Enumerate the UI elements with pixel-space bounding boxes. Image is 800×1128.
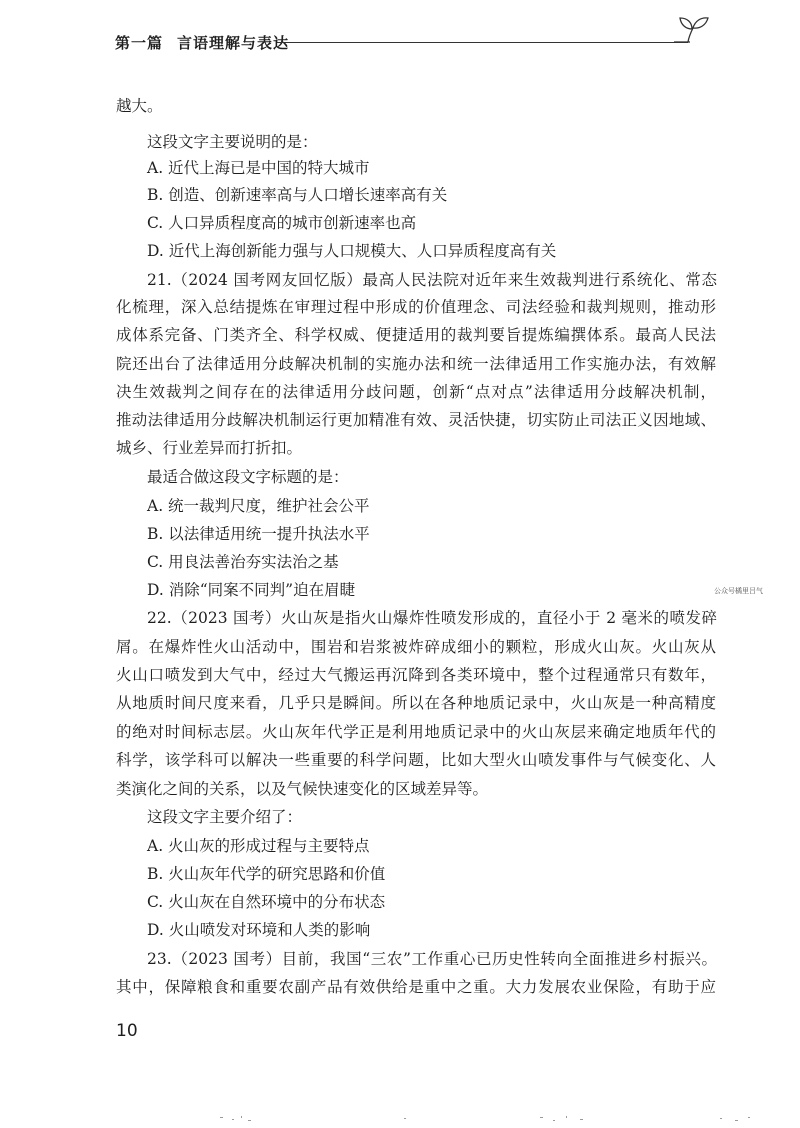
question-21-line: 院还出台了法律适用分歧解决机制的实施办法和统一法律适用工作实施办法，有效解: [116, 355, 716, 373]
question-22-line: 火山口喷发到大气中，经过大气搬运再沉降到各类环境中，整个过程通常只有数年，: [116, 666, 716, 684]
answer-option: A. 近代上海已是中国的特大城市: [147, 159, 370, 177]
page-number: 10: [116, 1021, 138, 1041]
question-22-line: 科学，该学科可以解决一些重要的科学问题，比如大型火山喷发事件与气候变化、人: [116, 751, 716, 769]
question-21-line: 化梳理，深入总结提炼在审理过程中形成的价值理念、司法经验和裁判规则，推动形: [116, 298, 716, 316]
scan-specks: [0, 1095, 800, 1128]
watermark: 公众号橘里吕气: [714, 587, 763, 595]
header-section-title: 言语理解与表达: [177, 34, 290, 52]
answer-option: C. 火山灰在自然环境中的分布状态: [147, 893, 386, 911]
question-21-line: 21.（2024 国考网友回忆版）最高人民法院对近年来生效裁判进行系统化、常态: [147, 271, 717, 289]
answer-option: D. 近代上海创新能力强与人口规模大、人口异质程度高有关: [147, 242, 557, 260]
question-stem: 最适合做这段文字标题的是：: [147, 468, 349, 486]
answer-option: C. 用良法善治夯实法治之基: [147, 553, 339, 571]
answer-option: D. 火山喷发对环境和人类的影响: [147, 921, 371, 939]
question-21-line: 决生效裁判之间存在的法律适用分歧问题，创新“点对点”法律适用分歧解决机制，: [116, 383, 716, 401]
question-22-line: 类演化之间的关系，以及气候快速变化的区域差异等。: [116, 780, 489, 798]
question-23-line: 其中，保障粮食和重要农副产品有效供给是重中之重。大力发展农业保险，有助于应: [116, 978, 716, 996]
answer-option: C. 人口异质程度高的城市创新速率也高: [147, 214, 417, 232]
answer-option: B. 创造、创新速率高与人口增长速率高有关: [147, 186, 448, 204]
text-line: 越大。: [116, 97, 163, 115]
answer-option: A. 火山灰的形成过程与主要特点: [147, 837, 370, 855]
question-23-line: 23.（2023 国考）目前，我国“三农”工作重心已历史性转向全面推进乡村振兴。: [147, 950, 717, 968]
question-stem: 这段文字主要说明的是：: [147, 133, 318, 151]
question-22-line: 从地质时间尺度来看，几乎只是瞬间。所以在各种地质记录中，火山灰是一种高精度: [116, 694, 716, 712]
question-22-line: 22.（2023 国考）火山灰是指火山爆炸性喷发形成的，直径小于 2 毫米的喷发碎: [147, 609, 717, 627]
answer-option: B. 以法律适用统一提升执法水平: [147, 525, 370, 543]
answer-option: B. 火山灰年代学的研究思路和价值: [147, 865, 386, 883]
header-part: 第一篇: [115, 34, 164, 52]
question-22-line: 屑。在爆炸性火山活动中，围岩和岩浆被炸碎成细小的颗粒，形成火山灰。火山灰从: [116, 638, 716, 656]
answer-option: A. 统一裁判尺度，维护社会公平: [147, 497, 370, 515]
question-21-line: 城乡、行业差异而打折扣。: [116, 439, 303, 457]
question-stem: 这段文字主要介绍了：: [147, 808, 303, 826]
answer-option: D. 消除“同案不同判”迫在眉睫: [147, 581, 356, 599]
question-21-line: 成体系完备、门类齐全、科学权威、便捷适用的裁判要旨提炼编撰体系。最高人民法: [116, 326, 716, 344]
question-21-line: 推动法律适用分歧解决机制运行更加精准有效、灵活快捷，切实防止司法正义因地域、: [116, 411, 716, 429]
question-22-line: 的绝对时间标志层。火山灰年代学正是利用地质记录中的火山灰层来确定地质年代的: [116, 723, 716, 741]
